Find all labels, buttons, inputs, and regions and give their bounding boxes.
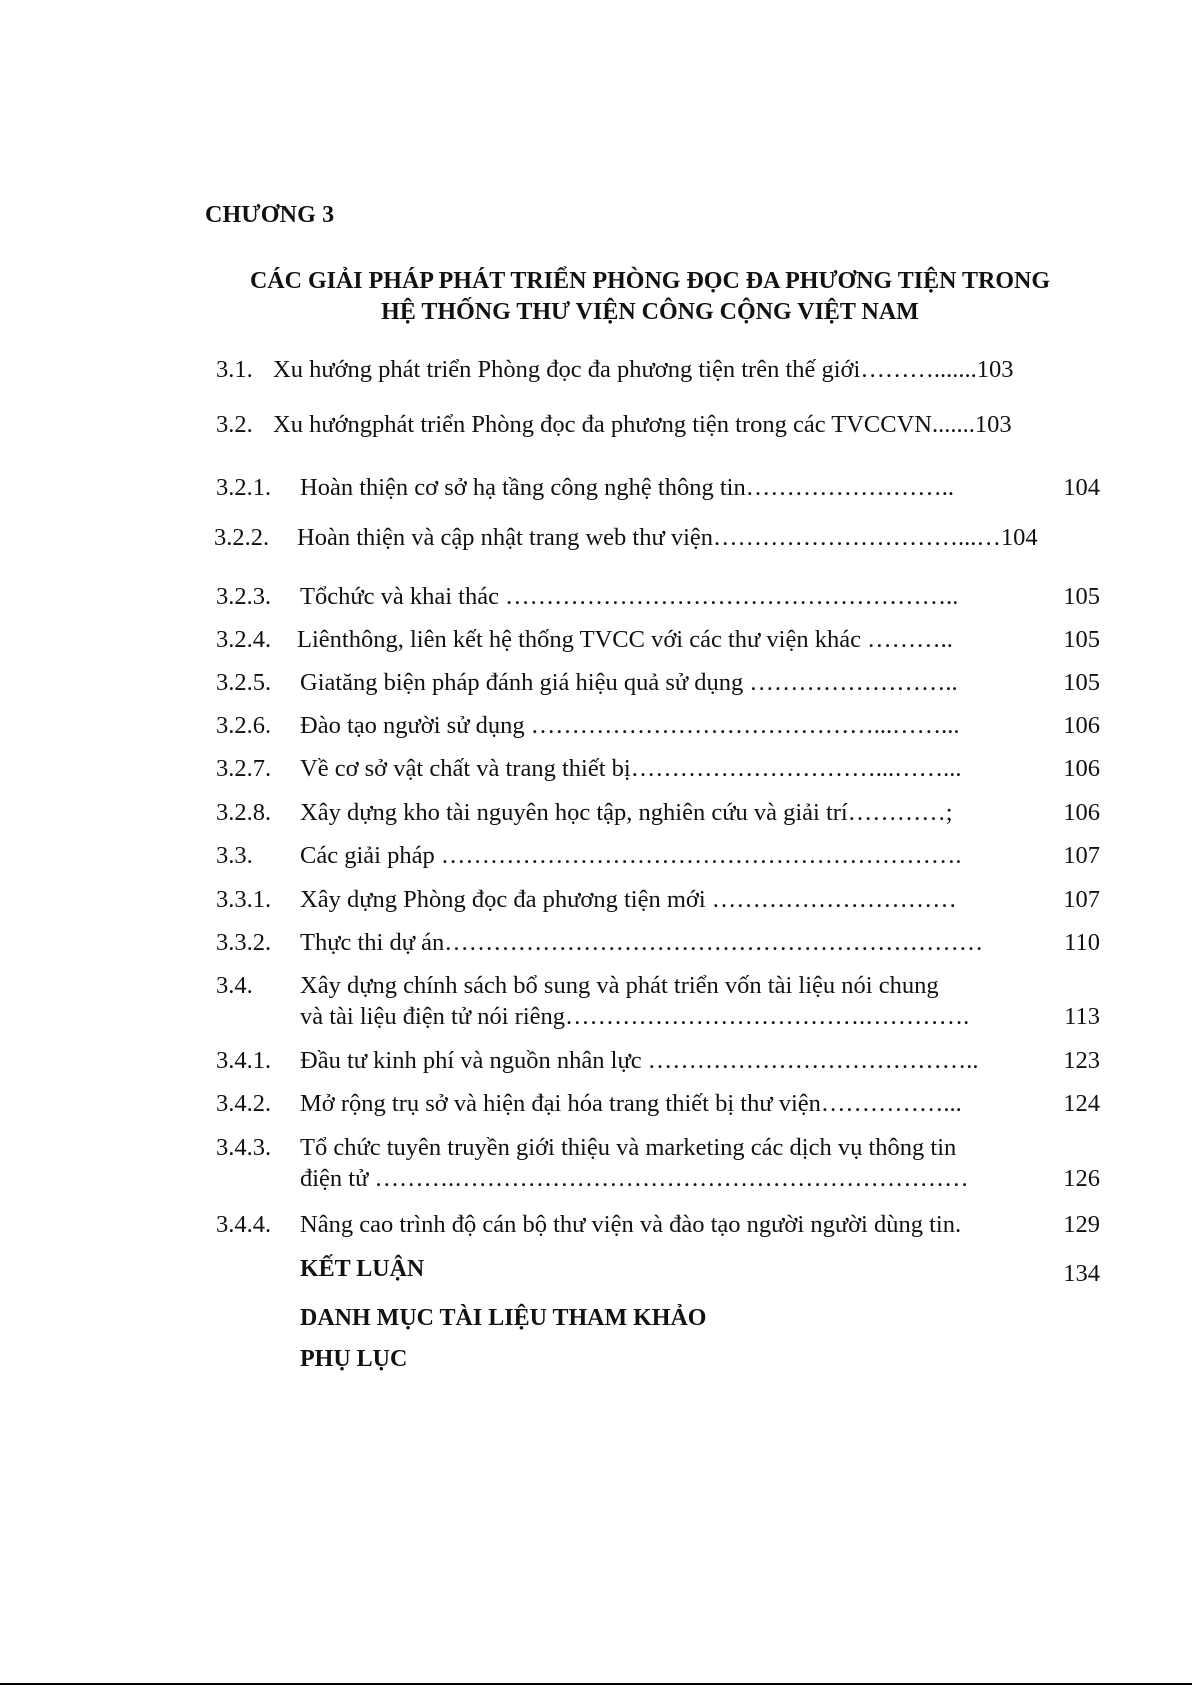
toc-number: 3.4.1. [216,1047,272,1074]
toc-text: Hoàn thiện và cập nhật trang web thư viện…………………………...…104 [297,524,1038,551]
chapter-title-line-2: HỆ THỐNG THƯ VIỆN CÔNG CỘNG VIỆT NAM [381,299,919,325]
toc-text: KẾT LUẬN [300,1256,425,1282]
toc-text: Xu hướng phát triển Phòng đọc đa phương tiện trên thế giới……….......103 [273,356,1014,383]
toc-number: 3.2.6. [216,712,272,739]
toc-page-number: 126 [1063,1165,1100,1192]
toc-number: 3.2.5. [216,669,272,696]
toc-text: Giatăng biện pháp đánh giá hiệu quả sử dụng …………………….. [300,669,958,696]
toc-text: Các giải pháp ………………………………………………………. [300,842,962,869]
toc-page-number: 105 [1063,669,1100,696]
toc-number: 3.3. [216,842,253,869]
chapter-title [215,266,1085,328]
toc-text: Xây dựng chính sách bổ sung và phát triển vốn tài liệu nói chung [300,972,939,999]
toc-text: Thực thi dự án………………………………………………………… [300,929,984,956]
toc-number: 3.2.1. [216,474,272,501]
toc-page-number: 106 [1063,799,1100,826]
toc-number: 3.3.2. [216,929,272,956]
toc-page-number: 134 [1063,1260,1100,1287]
chapter-title-line-1: CÁC GIẢI PHÁP PHÁT TRIỂN PHÒNG ĐỌC ĐA PHƯƠNG TIỆN TRONG [249,268,1051,294]
toc-text: Về cơ sở vật chất và trang thiết bị…………………………...……... [300,755,962,782]
toc-number: 3.4.4. [216,1211,272,1238]
toc-number: 3.2. [216,411,253,438]
toc-text-continued: và tài liệu điện tử nói riêng……………………………….…………. [300,1003,970,1030]
chapter-heading: CHƯƠNG 3 [205,202,335,228]
toc-page-number: 113 [1064,1003,1100,1030]
toc-text: Đào tạo người sử dụng ……………………………………...……... [300,712,960,739]
toc-text: Hoàn thiện cơ sở hạ tầng công nghệ thông tin…………………….. [300,474,954,501]
toc-page-number: 124 [1063,1090,1100,1117]
toc-text: Tổ chức tuyên truyền giới thiệu và marketing các dịch vụ thông tin [300,1134,957,1161]
toc-text: Liênthông, liên kết hệ thống TVCC với các thư viện khác ……….. [297,626,953,653]
toc-number: 3.1. [216,356,253,383]
toc-text: Xây dựng kho tài nguyên học tập, nghiên cứu và giải trí…………; [300,799,953,826]
toc-number: 3.2.8. [216,799,272,826]
toc-text: Mở rộng trụ sở và hiện đại hóa trang thiết bị thư viện……………... [300,1090,962,1117]
toc-text: Xây dựng Phòng đọc đa phương tiện mới ………………………… [300,886,957,913]
toc-text: Xu hướngphát triển Phòng đọc đa phương tiện trong các TVCCVN.......103 [273,411,1012,438]
toc-page-number: 107 [1063,886,1100,913]
toc-page-number: 107 [1063,842,1100,869]
toc-page-number: 105 [1063,626,1100,653]
toc-number: 3.2.7. [216,755,272,782]
toc-text: PHỤ LỤC [300,1346,408,1372]
toc-text: Đầu tư kinh phí và nguồn nhân lực ………………………………….. [300,1047,979,1074]
toc-number: 3.2.3. [216,583,272,610]
toc-text: Nâng cao trình độ cán bộ thư viện và đào tạo người người dùng tin. [300,1211,962,1238]
toc-page-number: 106 [1063,755,1100,782]
toc-number: 3.2.4. [216,626,272,653]
toc-number: 3.4.2. [216,1090,272,1117]
toc-number: 3.4.3. [216,1134,272,1161]
toc-page-number: 104 [1063,474,1100,501]
toc-page-number: 105 [1063,583,1100,610]
toc-page-number: 123 [1063,1047,1100,1074]
toc-page-number: 106 [1063,712,1100,739]
toc-text: DANH MỤC TÀI LIỆU THAM KHẢO [300,1305,707,1331]
toc-page-number: 129 [1063,1211,1100,1238]
toc-page-number: 110 [1064,929,1100,956]
toc-text: Tổchức và khai thác ……………………………………………….. [300,583,959,610]
toc-number: 3.2.2. [214,524,270,551]
toc-number: 3.4. [216,972,253,999]
toc-number: 3.3.1. [216,886,272,913]
toc-text-continued: điện tử ……….……………………………………………………… [300,1165,969,1192]
